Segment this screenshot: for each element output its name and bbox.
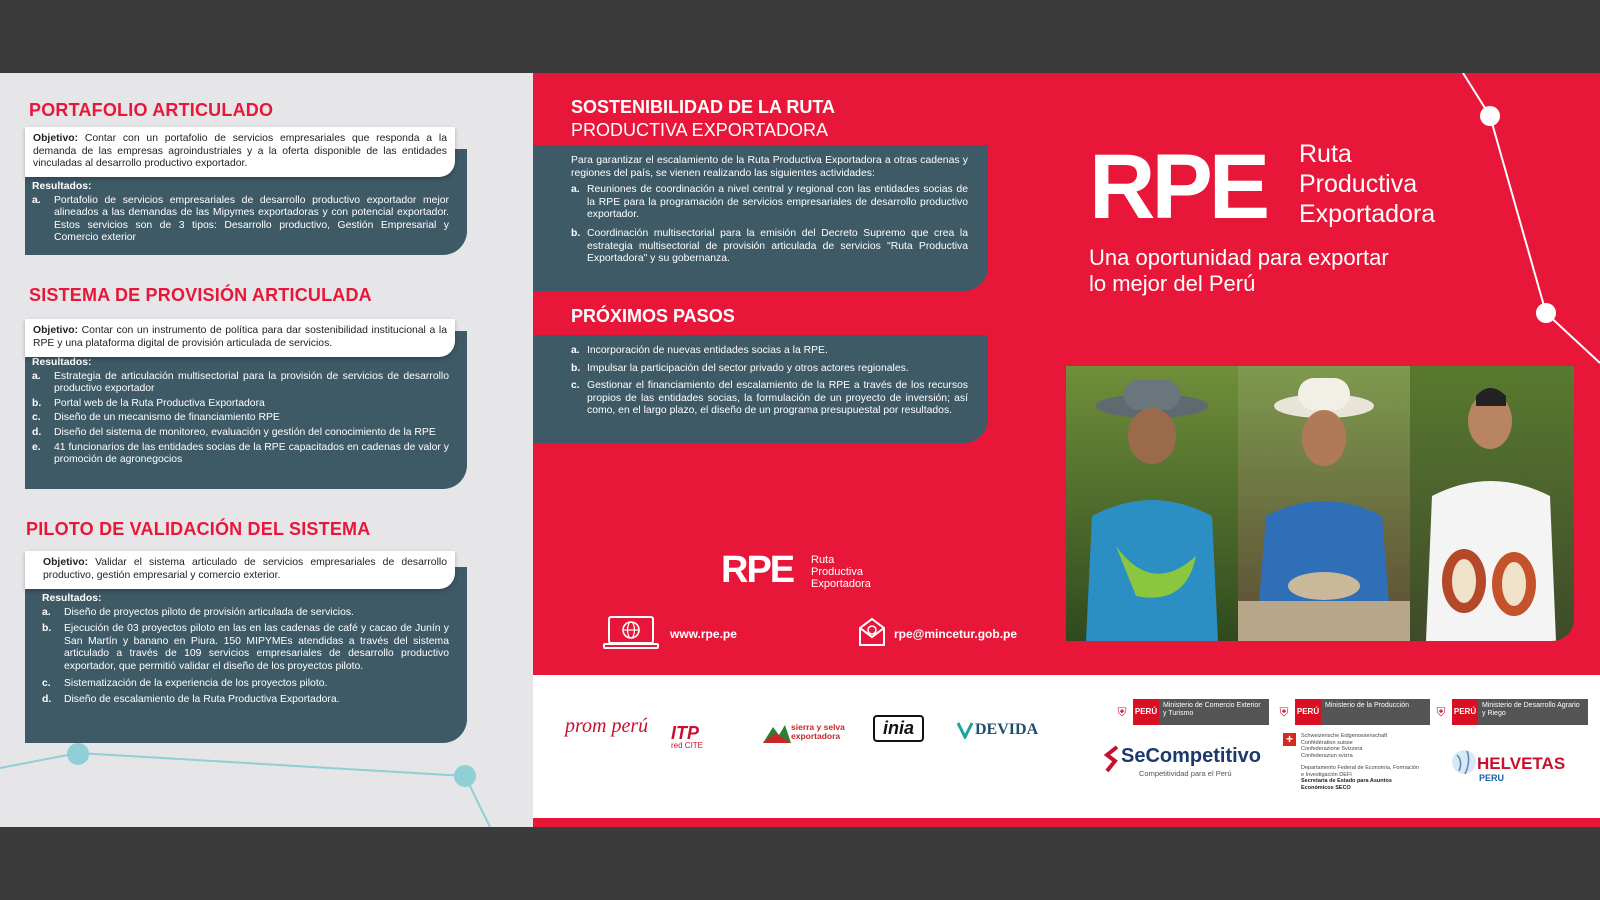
portafolio-objective-card [25,127,455,177]
secompetitivo-icon [1103,745,1121,773]
mincetur-badge: ⛨ PERÚ Ministerio de Comercio Exterior y Turismo [1111,699,1269,725]
helvetas-globe-icon [1451,747,1477,777]
promperu-logo: prom perú [565,715,649,737]
proximos-title: PRÓXIMOS PASOS [571,306,735,326]
list-item: b. Impulsar la participación del sector privado y otros actores regionales. [571,362,909,374]
objective-text: Contar con un portafolio de servicios empresariales que responda a la demanda de las empresas agroindustriales y a la oferta disponible de las entidades vinculadas al desarrollo productivo exportador. [33,133,447,170]
farmers-illustration [1066,366,1574,641]
list-item: b. Coordinación multisectorial para la emisión del Decreto Supremo que crea la estrategia multisectorial de provisión articulada de servicios "Ruta Productiva Exportadora" y su gobernanza. [571,227,968,265]
objective-text: Validar el sistema articulado de servicios empresariales de desarrollo productivo, gestión empresarial y comercio exterior. [43,557,447,581]
sistema-objective-card [25,319,455,357]
bottom-dark-band [0,827,1600,900]
sierra-selva-icon [763,723,791,743]
rpe-logo-large: RPE [1089,136,1267,238]
portafolio-results-list [32,195,449,245]
secompetitivo-sub: Competitividad para el Perú [1139,769,1232,778]
results-label: Resultados: [32,357,92,368]
red-panel [533,73,1600,675]
sistema-title: SISTEMA DE PROVISIÓN ARTICULADA [29,285,372,305]
itp-logo: ITP [671,723,700,743]
farmers-photo [1066,366,1574,641]
objective-label: Objetivo: [33,133,79,144]
objective-text: Contar con un instrumento de política para dar sostenibilidad institucional a la RPE y una plataforma digital de provisión articulada de servicios. [33,325,447,349]
helvetas-logo: HELVETAS [1477,754,1566,773]
secompetitivo-logo: SeCompetitivo [1121,745,1262,767]
sostenibilidad-title: SOSTENIBILIDAD DE LA RUTA [571,97,835,117]
produce-badge: ⛨ PERÚ Ministerio de la Producción [1273,699,1431,725]
list-item: d. Diseño del sistema de monitoreo, evaluación y gestión del conocimiento de la RPE [32,426,436,438]
list-item: a. Diseño de proyectos piloto de provisión articulada de servicios. [42,606,354,618]
peru-shield-icon: ⛨ [1273,699,1295,725]
swiss-dept-text: Departamento Federal de Economía, Formación e Investigación DEFI [1301,765,1420,778]
midagri-badge: ⛨ PERÚ Ministerio de Desarrollo Agrario y Riego [1430,699,1588,725]
sostenibilidad-subtitle: PRODUCTIVA EXPORTADORA [571,120,829,140]
list-item: a. Estrategia de articulación multisectorial para la provisión de servicios de desarrollo productivo exportador [32,370,449,395]
rpe-logo-small: RPE [721,549,794,591]
list-item: a. Reuniones de coordinación a nivel central y regional con las entidades socias de la RPE para la programación de servicios empresariales de desarrollo productivo exportador. [571,184,968,221]
swiss-flag-icon: + [1283,733,1296,746]
sostenibilidad-list [571,184,968,266]
inia-logo: inia [873,715,924,742]
piloto-objective-card [25,551,455,589]
email-icon [857,616,887,648]
list-item: a. Portafolio de servicios empresariales de desarrollo productivo exportador mejor alineados a las demandas de las Mipymes exportadoras y con potencial exportador. Estos servicios son de 3 tipos: Desarrollo productivo, Gestión Empresarial y Comercio exterior [32,194,449,244]
peru-shield-icon: ⛨ [1111,699,1133,725]
devida-icon [956,721,974,739]
piloto-results-card [25,567,467,743]
left-panel [0,73,533,827]
piloto-results-list [42,607,449,707]
list-item: d. Diseño de escalamiento de la Ruta Productiva Exportadora. [42,694,340,706]
proximos-list [571,345,968,418]
proximos-card [533,335,988,443]
portafolio-title: PORTAFOLIO ARTICULADO [29,100,274,120]
helvetas-sub: PERU [1479,773,1505,783]
bottom-red-stripe [533,818,1600,827]
swiss-confederation-text: Schweizerische Eidgenossenschaft Confédération suisse Confederazione Svizzera Confederaziun svizra [1301,733,1388,759]
list-item: b. Ejecución de 03 proyectos piloto en las en las cadenas de café y cacao de Junín y San Martín y banano en Piura. 150 MIPYMEs atendidas a través del sistema articulado a través de 109 servicios empresariales de desarrollo productivo exportador, que permitió validar el diseño de los proyectos piloto. [42,623,449,672]
swiss-seco-text: Secretaría de Estado para Asuntos Económicos SECO [1301,778,1392,791]
list-item: c. Diseño de un mecanismo de financiamiento RPE [32,412,280,424]
sierra-selva-logo: sierra y selva exportadora [791,722,845,741]
objective-label: Objetivo: [33,325,79,336]
list-item: c. Sistematización de la experiencia de los proyectos piloto. [42,677,328,689]
results-label: Resultados: [32,181,92,192]
list-item: b. Portal web de la Ruta Productiva Exportadora [32,397,265,409]
list-item: e. 41 funcionarios de las entidades socias de la RPE capacitados en cadenas de valor y promoción de agronegocios [32,441,449,466]
laptop-globe-icon [603,615,659,651]
results-label: Resultados: [42,593,102,604]
sostenibilidad-card [533,145,988,291]
partners-logo-strip [533,675,1600,818]
website-link[interactable]: www.rpe.pe [670,627,737,641]
sistema-results-list [32,371,449,467]
list-item: a. Incorporación de nuevas entidades socias a la RPE. [571,345,828,356]
top-dark-band [0,0,1600,73]
list-item: c. Gestionar el financiamiento del escalamiento de la RPE a través de los recursos propios de las entidades socias, la formulación de un proyecto de inversión; así como, en el largo plazo, el diseño de un programa presupuestal por resultados. [571,380,968,417]
objective-label: Objetivo: [43,557,89,568]
email-link[interactable]: rpe@mincetur.gob.pe [894,627,1018,641]
peru-shield-icon: ⛨ [1430,699,1452,725]
sostenibilidad-intro: Para garantizar el escalamiento de la Ruta Productiva Exportadora a otras cadenas y regiones del país, se vienen realizando las siguientes actividades: [571,155,968,179]
itp-logo-sub: red CITE [671,741,704,750]
piloto-title: PILOTO DE VALIDACIÓN DEL SISTEMA [26,519,371,539]
rpe-logo-small-text: Ruta Productiva Exportadora [811,554,871,590]
cover-tagline: Una oportunidad para exportar lo mejor del Perú [1089,245,1389,296]
devida-logo: DEVIDA [975,721,1039,738]
rpe-logo-large-text: Ruta Productiva Exportadora [1299,140,1436,228]
